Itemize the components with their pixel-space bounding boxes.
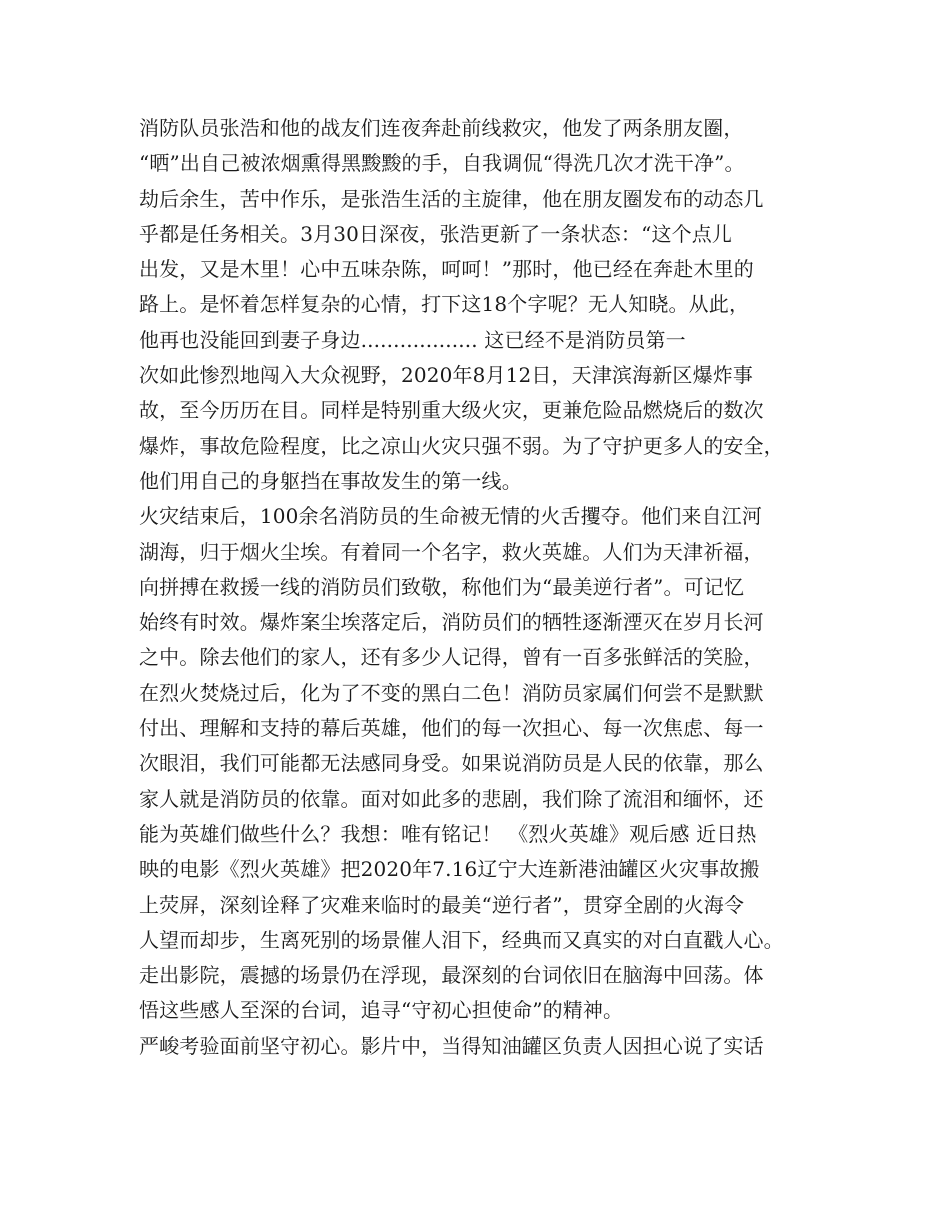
text-line: 悟这些感人至深的台词，追寻“守初心担使命”的精神。: [139, 998, 624, 1023]
text-line: 乎都是任务相关。3月30日深夜，张浩更新了一条状态：“这个点儿: [139, 221, 733, 246]
text-line: 火灾结束后，100余名消防员的生命被无情的火舌攫夺。他们来自江河: [139, 504, 762, 529]
text-line: 映的电影《烈火英雄》把2020年7.16辽宁大连新港油罐区火灾事故搬: [139, 857, 760, 882]
text-line: 付出、理解和支持的幕后英雄，他们的每一次担心、每一次焦虑、每一: [139, 716, 764, 741]
text-line: 严峻考验面前坚守初心。影片中，当得知油罐区负责人因担心说了实话: [139, 1033, 764, 1058]
text-line: 之中。除去他们的家人，还有多少人记得，曾有一百多张鲜活的笑脸，: [139, 645, 764, 670]
text-line: 湖海，归于烟火尘埃。有着同一个名字，救火英雄。人们为天津祈福，: [139, 539, 764, 564]
text-line: 爆炸，事故危险程度，比之凉山火灾只强不弱。为了守护更多人的安全，: [139, 433, 784, 458]
text-line: 始终有时效。爆炸案尘埃落定后，消防员们的牺牲逐渐湮灭在岁月长河: [139, 610, 764, 635]
text-line: 走出影院，震撼的场景仍在浮现，最深刻的台词依旧在脑海中回荡。体: [139, 963, 764, 988]
text-line: 次如此惨烈地闯入大众视野，2020年8月12日，天津滨海新区爆炸事: [139, 363, 754, 388]
text-line: 次眼泪，我们可能都无法感同身受。如果说消防员是人民的依靠，那么: [139, 751, 764, 776]
text-line: 家人就是消防员的依靠。面对如此多的悲剧，我们除了流泪和缅怀，还: [139, 786, 764, 811]
body-text: [139, 111, 829, 1064]
text-line: 故，至今历历在目。同样是特别重大级火灾，更兼危险品燃烧后的数次: [139, 398, 764, 423]
text-line: 出发，又是木里！心中五味杂陈，呵呵！”那时，他已经在奔赴木里的: [139, 257, 754, 282]
text-line: 他再也没能回到妻子身边.................. 这已经不是消防员第一: [139, 327, 686, 352]
text-line: 在烈火焚烧过后，化为了不变的黑白二色！消防员家属们何尝不是默默: [139, 680, 764, 705]
text-line: “晒”出自己被浓烟熏得黑黢黢的手，自我调侃“得洗几次才洗干净”。: [139, 151, 745, 176]
text-line: 人望而却步，生离死别的场景催人泪下，经典而又真实的对白直戳人心。: [139, 927, 784, 952]
text-line: 劫后余生，苦中作乐，是张浩生活的主旋律，他在朋友圈发布的动态几: [139, 186, 764, 211]
text-line: 消防队员张浩和他的战友们连夜奔赴前线救灾，他发了两条朋友圈，: [139, 116, 744, 140]
text-line: 路上。是怀着怎样复杂的心情，打下这18个字呢？无人知晓。从此，: [139, 292, 750, 317]
text-line: 上荧屏，深刻诠释了灾难来临时的最美“逆行者”，贯穿全剧的火海令: [139, 892, 745, 917]
text-line: 他们用自己的身躯挡在事故发生的第一线。: [139, 468, 522, 493]
text-line: 能为英雄们做些什么？我想：唯有铭记！ 《烈火英雄》观后感 近日热: [139, 821, 757, 846]
text-line: 向拼搏在救援一线的消防员们致敬，称他们为“最美逆行者”。可记忆: [139, 574, 745, 599]
